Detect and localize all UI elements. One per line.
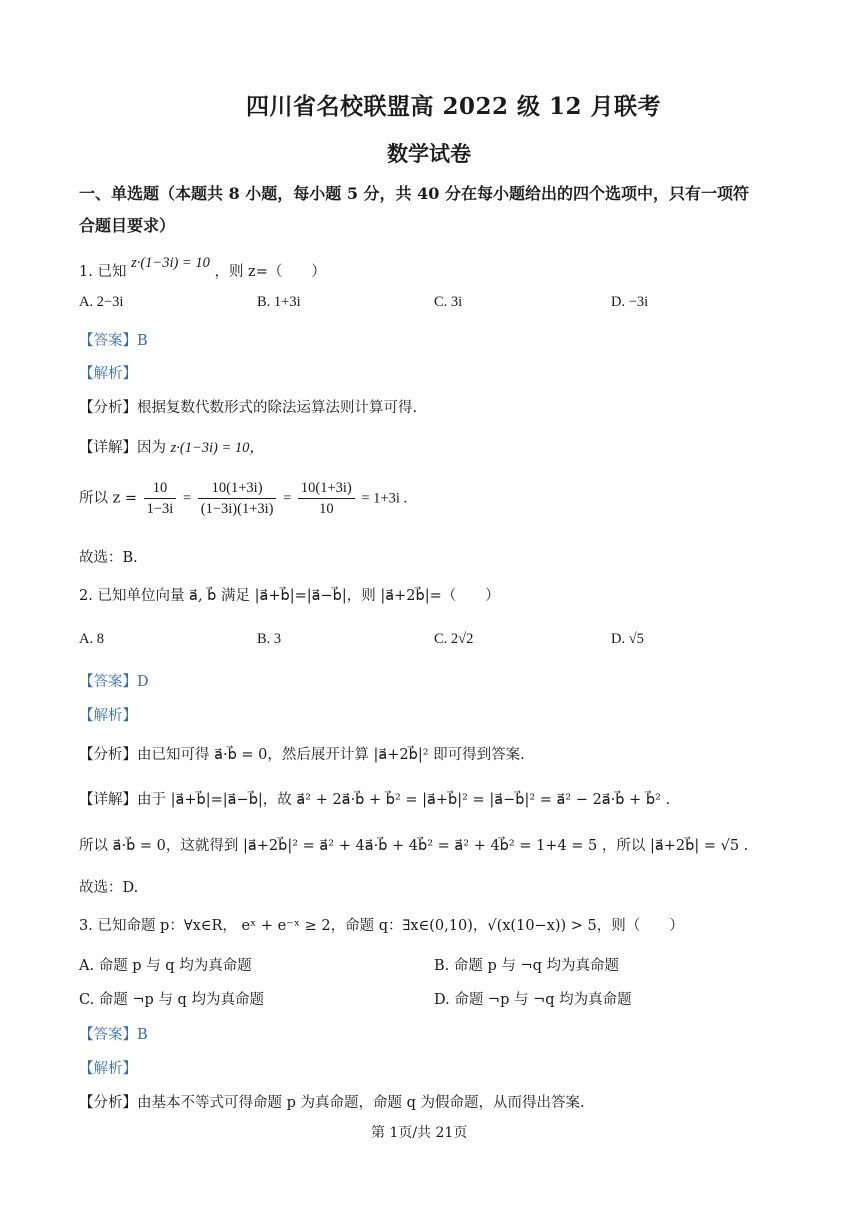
q1-fenxi: 【分析】根据复数代数形式的除法运算法则计算可得. — [79, 400, 418, 416]
denominator: 1−3i — [146, 501, 174, 517]
page-subtitle: 数学试卷 — [387, 141, 471, 166]
q1-option-d: D. −3i — [611, 294, 649, 310]
q1-stem-prefix: 1. 已知 — [79, 264, 127, 280]
page-title: 四川省名校联盟高 2022 级 12 月联考 — [246, 93, 662, 120]
fraction — [198, 478, 277, 519]
q2-answer: 【答案】D — [79, 674, 149, 690]
q1-stem-suffix: ，则 z=（ ） — [214, 264, 326, 280]
q1-option-a: A. 2−3i — [79, 294, 124, 310]
q1-detail-math: z·(1−3i) = 10， — [170, 440, 264, 456]
q2-analysis-tag: 【解析】 — [79, 708, 137, 724]
q3-option-a: A. 命题 p 与 q 均为真命题 — [79, 958, 252, 974]
q1-analysis-tag: 【解析】 — [79, 366, 137, 382]
q3-answer: 【答案】B — [79, 1027, 148, 1043]
question-1-stem — [79, 255, 326, 281]
question-2-stem: 2. 已知单位向量 a⃗, b⃗ 满足 |a⃗+b⃗|=|a⃗−b⃗|，则 |a⃗+2b⃗|=（ ） — [79, 588, 500, 604]
equals-sign: = — [182, 490, 192, 507]
q1-so-tail: = 1+3i . — [361, 490, 408, 507]
q1-stem-math: z·(1−3i) = 10 — [131, 255, 210, 271]
q2-detail: 【详解】由于 |a⃗+b⃗|=|a⃗−b⃗|，故 a⃗² + 2a⃗·b⃗ + b⃗² = |a⃗+b⃗|² = |a⃗−b⃗|² = a⃗² − 2a⃗·b⃗ + b⃗² . — [79, 792, 671, 808]
q2-so: 所以 a⃗·b⃗ = 0，这就得到 |a⃗+2b⃗|² = a⃗² + 4a⃗·b⃗ + 4b⃗² = a⃗² + 4b⃗² = 1+4 = 5 ，所以 |a⃗+2b⃗| = √5 . — [79, 838, 749, 854]
denominator: (1−3i)(1+3i) — [200, 501, 274, 517]
numerator: 10(1+3i) — [298, 478, 355, 499]
section-heading-cont: 合题目要求） — [79, 216, 176, 235]
q1-option-b: B. 1+3i — [257, 294, 301, 310]
numerator: 10(1+3i) — [198, 478, 277, 499]
q1-detail — [79, 436, 264, 457]
page-footer: 第 1页/共 21页 — [371, 1125, 468, 1141]
q2-option-b: B. 3 — [257, 631, 282, 647]
numerator: 10 — [144, 478, 177, 499]
q3-option-d: D. 命题 ¬p 与 ¬q 均为真命题 — [434, 992, 632, 1008]
q2-fenxi: 【分析】由已知可得 a⃗·b⃗ = 0，然后展开计算 |a⃗+2b⃗|² 即可得到答案. — [79, 747, 525, 763]
q2-option-d: D. √5 — [611, 631, 644, 647]
q1-so-prefix: 所以 z = — [79, 490, 138, 507]
question-3-stem: 3. 已知命题 p：∀x∈R， eˣ + e⁻ˣ ≥ 2，命题 q：∃x∈(0,10)，√(x(10−x)) > 5，则（ ） — [79, 918, 684, 934]
fraction — [298, 478, 355, 519]
equals-sign: = — [283, 490, 292, 507]
q3-analysis-tag: 【解析】 — [79, 1061, 137, 1077]
q2-option-c: C. 2√2 — [434, 631, 474, 647]
denominator: 10 — [319, 501, 334, 517]
q2-choose: 故选：D. — [79, 880, 139, 896]
fraction — [144, 478, 177, 519]
q1-choose: 故选：B. — [79, 550, 138, 566]
q1-option-c: C. 3i — [434, 294, 463, 310]
section-heading: 一、单选题（本题共 8 小题，每小题 5 分，共 40 分在每小题给出的四个选项中，只有一项符 — [79, 184, 749, 203]
q1-so-equation — [79, 478, 407, 519]
q1-detail-prefix: 【详解】因为 — [79, 440, 166, 456]
q1-answer: 【答案】B — [79, 333, 148, 349]
q3-option-c: C. 命题 ¬p 与 q 均为真命题 — [79, 992, 264, 1008]
q3-option-b: B. 命题 p 与 ¬q 均为真命题 — [434, 958, 620, 974]
q2-option-a: A. 8 — [79, 631, 104, 647]
q3-fenxi: 【分析】由基本不等式可得命题 p 为真命题，命题 q 为假命题，从而得出答案. — [79, 1095, 585, 1111]
